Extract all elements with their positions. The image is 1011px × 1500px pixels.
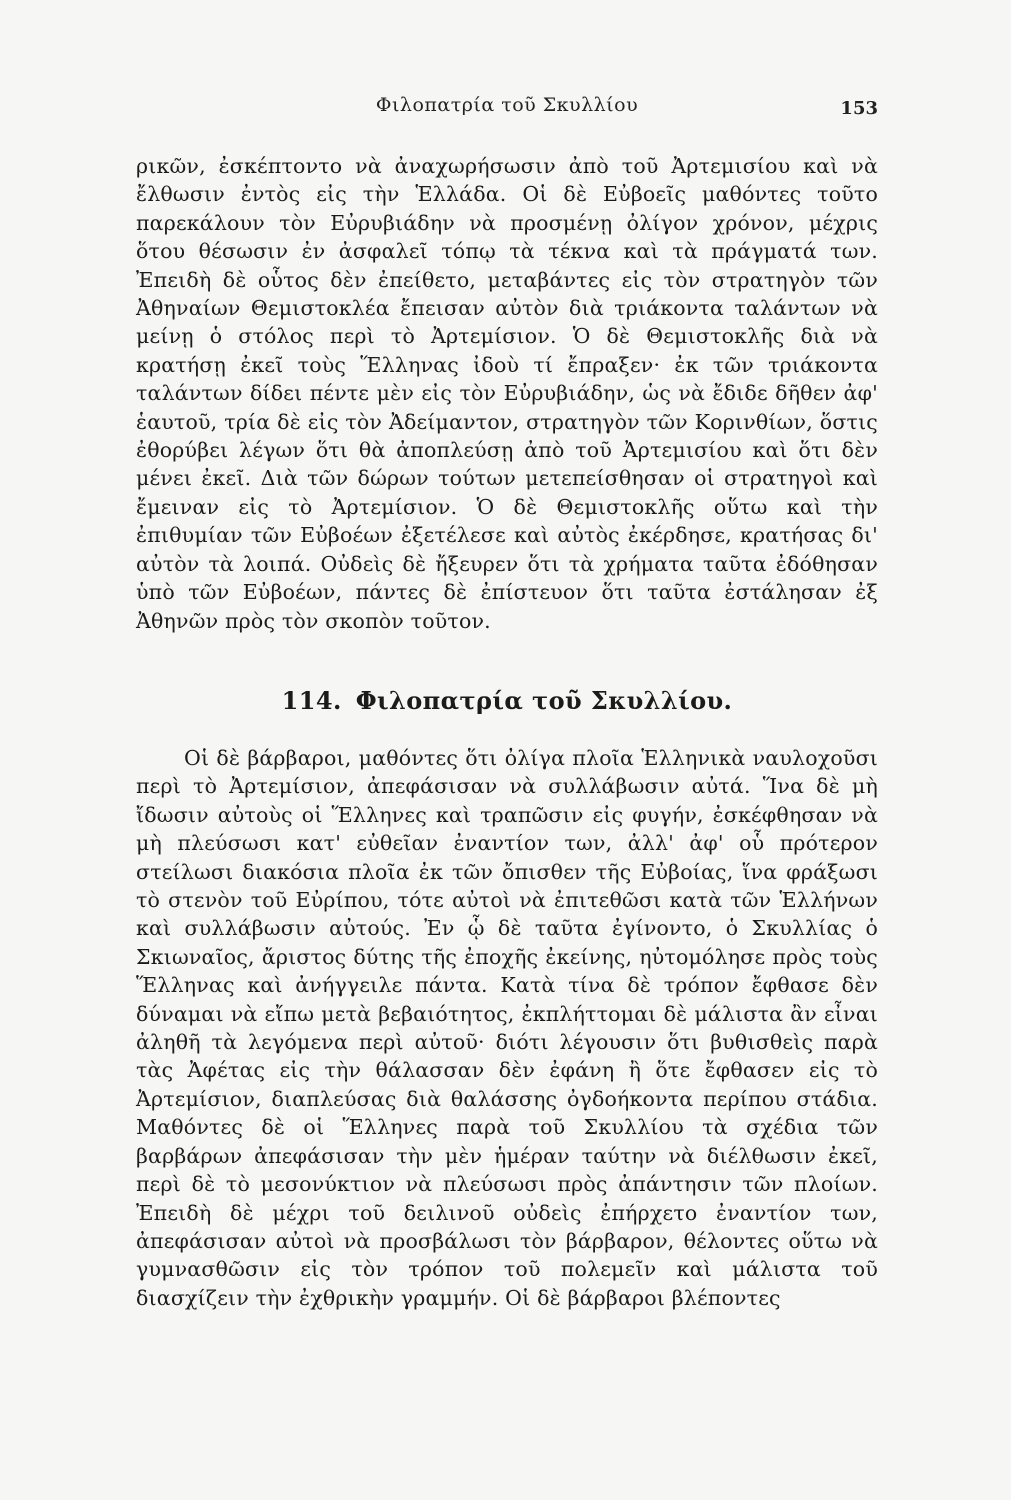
paragraph-continued: ρικῶν, ἐσκέπτοντο νὰ ἀναχωρήσωσιν ἀπὸ τοῦ Ἀρτεμισίου καὶ νὰ ἔλθωσιν ἐντὸς εἰς τὴν Ἑλλάδα. Οἱ δὲ Εὐβοεῖς μαθόντες τοῦτο παρεκάλουν τὸν Εὐρυβιάδην νὰ προσμένῃ ὀλίγον χρόνον, μέχρις ὅτου θέσωσιν ἐν ἀσφαλεῖ τόπῳ τὰ τέκνα καὶ τὰ πράγματά των. Ἐπειδὴ δὲ οὗτος δὲν ἐπείθετο, μεταβάντες εἰς τὸν στρατηγὸν τῶν Ἀθηναίων Θεμιστοκλέα ἔπεισαν αὐτὸν διὰ τριάκοντα ταλάντων νὰ μείνῃ ὁ στόλος περὶ τὸ Ἀρτεμίσιον. Ὁ δὲ Θεμιστοκλῆς διὰ νὰ κρατήσῃ ἐκεῖ τοὺς Ἕλληνας ἰδοὺ τί ἔπραξεν· ἐκ τῶν τριάκοντα ταλάντων δίδει πέντε μὲν εἰς τὸν Εὐρυβιάδην, ὡς νὰ ἔδιδε δῆθεν ἀφ' ἑαυτοῦ, τρία δὲ εἰς τὸν Ἀδείμαντον, στρατηγὸν τῶν Κορινθίων, ὅστις ἐθορύβει λέγων ὅτι θὰ ἀποπλεύσῃ ἀπὸ τοῦ Ἀρτεμισίου καὶ ὅτι δὲν μένει ἐκεῖ. Διὰ τῶν δώρων τούτων μετεπείσθησαν οἱ στρατηγοὶ καὶ ἔμειναν εἰς τὸ Ἀρτεμίσιον. Ὁ δὲ Θεμιστοκλῆς οὕτω καὶ τὴν ἐπιθυμίαν τῶν Εὐβοέων ἐξετέλεσε καὶ αὐτὸς ἐκέρδησε, κρατήσας δι' αὐτὸν τὰ λοιπά. Οὐδεὶς δὲ ἤξευρεν ὅτι τὰ χρήματα ταῦτα ἐδόθησαν ὑπὸ τῶν Εὐβοέων, πάντες δὲ ἐπίστευον ὅτι ταῦτα ἐστάλησαν ἐξ Ἀθηνῶν πρὸς τὸν σκοπὸν τοῦτον. (136, 154, 878, 633)
paragraph-section-114: Οἱ δὲ βάρβαροι, μαθόντες ὅτι ὀλίγα πλοῖα Ἑλληνικὰ ναυλοχοῦσι περὶ τὸ Ἀρτεμίσιον, ἀπεφάσισαν νὰ συλλάβωσιν αὐτά. Ἵνα δὲ μὴ ἴδωσιν αὐτοὺς οἱ Ἕλληνες καὶ τραπῶσιν εἰς φυγήν, ἐσκέφθησαν νὰ μὴ πλεύσωσι κατ' εὐθεῖαν ἐναντίον των, ἀλλ' ἀφ' οὗ πρότερον στείλωσι διακόσια πλοῖα ἐκ τῶν ὄπισθεν τῆς Εὐβοίας, ἵνα φράξωσι τὸ στενὸν τοῦ Εὐρίπου, τότε αὐτοὶ νὰ ἐπιτεθῶσι κατὰ τῶν Ἑλλήνων καὶ συλλάβωσιν αὐτούς. Ἐν ᾧ δὲ ταῦτα ἐγίνοντο, ὁ Σκυλλίας ὁ Σκιωναῖος, ἄριστος δύτης τῆς ἐποχῆς ἐκείνης, ηὐτομόλησε πρὸς τοὺς Ἕλληνας καὶ ἀνήγγειλε πάντα. Κατὰ τίνα δὲ τρόπον ἔφθασε δὲν δύναμαι νὰ εἴπω μετὰ βεβαιότητος, ἐκπλήττομαι δὲ μάλιστα ἂν εἶναι ἀληθῆ τὰ λεγόμενα περὶ αὐτοῦ· διότι λέγουσιν ὅτι βυθισθεὶς παρὰ τὰς Ἀφέτας εἰς τὴν θάλασσαν δὲν ἐφάνη ἢ ὅτε ἔφθασεν εἰς τὸ Ἀρτεμίσιον, διαπλεύσας διὰ θαλάσσης ὀγδοήκοντα περίπου στάδια. Μαθόντες δὲ οἱ Ἕλληνες παρὰ τοῦ Σκυλλίου τὰ σχέδια τῶν βαρβάρων ἀπεφάσισαν τὴν μὲν ἡμέραν ταύτην νὰ διέλθωσιν ἐκεῖ, περὶ δὲ τὸ μεσονύκτιον νὰ πλεύσωσι πρὸς ἀπάντησιν τῶν πλοίων. Ἐπειδὴ δὲ μέχρι τοῦ δειλινοῦ οὐδεὶς ἐπήρχετο ἐναντίον των, ἀπεφάσισαν αὐτοὶ νὰ προσβάλωσι τὸν βάρβαρον, θέλοντες οὕτω νὰ γυμνασθῶσιν εἰς τὸν τρόπον τοῦ πολεμεῖν καὶ μάλιστα τοῦ διασχίζειν τὴν ἐχθρικὴν γραμμήν. Οἱ δὲ βάρβαροι βλέποντες (136, 746, 878, 1310)
section-heading (136, 686, 878, 715)
section-title: Φιλοπατρία τοῦ Σκυλλίου. (355, 686, 733, 715)
running-title: Φιλοπατρία τοῦ Σκυλλίου (375, 94, 639, 116)
page-number: 153 (840, 98, 878, 119)
section-number: 114. (281, 686, 342, 715)
running-header (136, 94, 878, 124)
